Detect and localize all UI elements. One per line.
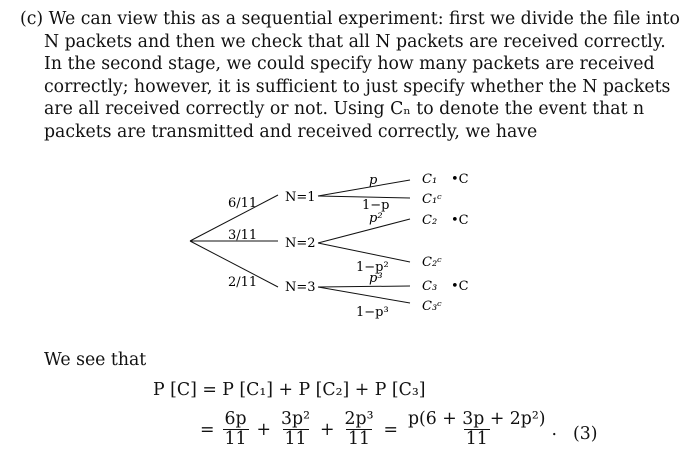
plus-sign: + — [256, 419, 272, 440]
branch-n3-fail — [318, 287, 410, 303]
prob-fail-3: 1−p³ — [356, 305, 389, 320]
branch-n3-success — [318, 286, 410, 287]
equation-line-1: P [C] = P [C₁] + P [C₂] + P [C₃] — [153, 380, 426, 400]
paragraph-line: are all received correctly or not. Using Cₙ to denote the event that n — [44, 99, 645, 120]
prob-n3: 2/11 — [228, 275, 258, 290]
denominator: 11 — [348, 429, 371, 449]
paragraph-line: In the second stage, we could specify how many packets are received — [44, 54, 655, 75]
success-mark: •C — [451, 172, 469, 187]
prob-n2: 3/11 — [228, 228, 258, 243]
denominator: 11 — [284, 429, 307, 449]
prob-n1: 6/11 — [228, 196, 258, 211]
prob-success-3: p³ — [369, 271, 383, 286]
fraction-term-1 — [222, 410, 248, 449]
paragraph-line: (c) We can view this as a sequential experiment: first we divide the file into — [20, 9, 680, 29]
event-c1: C₁ — [422, 172, 438, 187]
event-c2-complement: C₂ᶜ — [422, 255, 442, 270]
numerator: 3p² — [281, 409, 311, 429]
event-c1-complement: C₁ᶜ — [422, 192, 442, 207]
event-c2: C₂ — [422, 213, 438, 228]
denominator: 11 — [224, 429, 247, 449]
plus-sign: + — [320, 419, 335, 440]
fraction-term-2 — [279, 410, 312, 449]
event-c3: C₃ — [422, 279, 438, 294]
equals-sign: = — [383, 419, 398, 440]
label-n2: N=2 — [285, 236, 316, 251]
paragraph-line: correctly; however, it is sufficient to just specify whether the N packets — [44, 76, 671, 97]
label-n1: N=1 — [285, 190, 316, 205]
prob-fail-2: 1−p² — [356, 260, 389, 275]
branch-n2-success — [318, 219, 410, 243]
prob-success-1: p — [369, 173, 378, 188]
period: . — [551, 419, 558, 440]
prob-fail-1: 1−p — [362, 198, 390, 213]
success-mark: •C — [451, 213, 469, 228]
label-n3: N=3 — [285, 280, 316, 295]
equals-sign: = — [200, 419, 215, 440]
equation-line-2 — [196, 410, 557, 449]
event-c3-complement: C₃ᶜ — [422, 299, 442, 314]
fraction-term-3 — [343, 410, 376, 449]
paragraph-line: N packets and then we check that all N packets are received correctly. — [44, 31, 666, 52]
success-mark: •C — [451, 279, 469, 294]
fraction-result — [406, 410, 548, 449]
denominator: 11 — [465, 429, 488, 449]
equation-number: (3) — [573, 424, 598, 444]
numerator: p(6 + 3p + 2p²) — [408, 409, 546, 429]
branch-n1-success — [318, 180, 410, 196]
numerator: 6p — [224, 409, 247, 429]
we-see-that: We see that — [44, 350, 147, 370]
numerator: 2p³ — [344, 409, 374, 429]
prob-success-2: p² — [369, 211, 383, 226]
paragraph-line: packets are transmitted and received correctly, we have — [44, 121, 538, 142]
